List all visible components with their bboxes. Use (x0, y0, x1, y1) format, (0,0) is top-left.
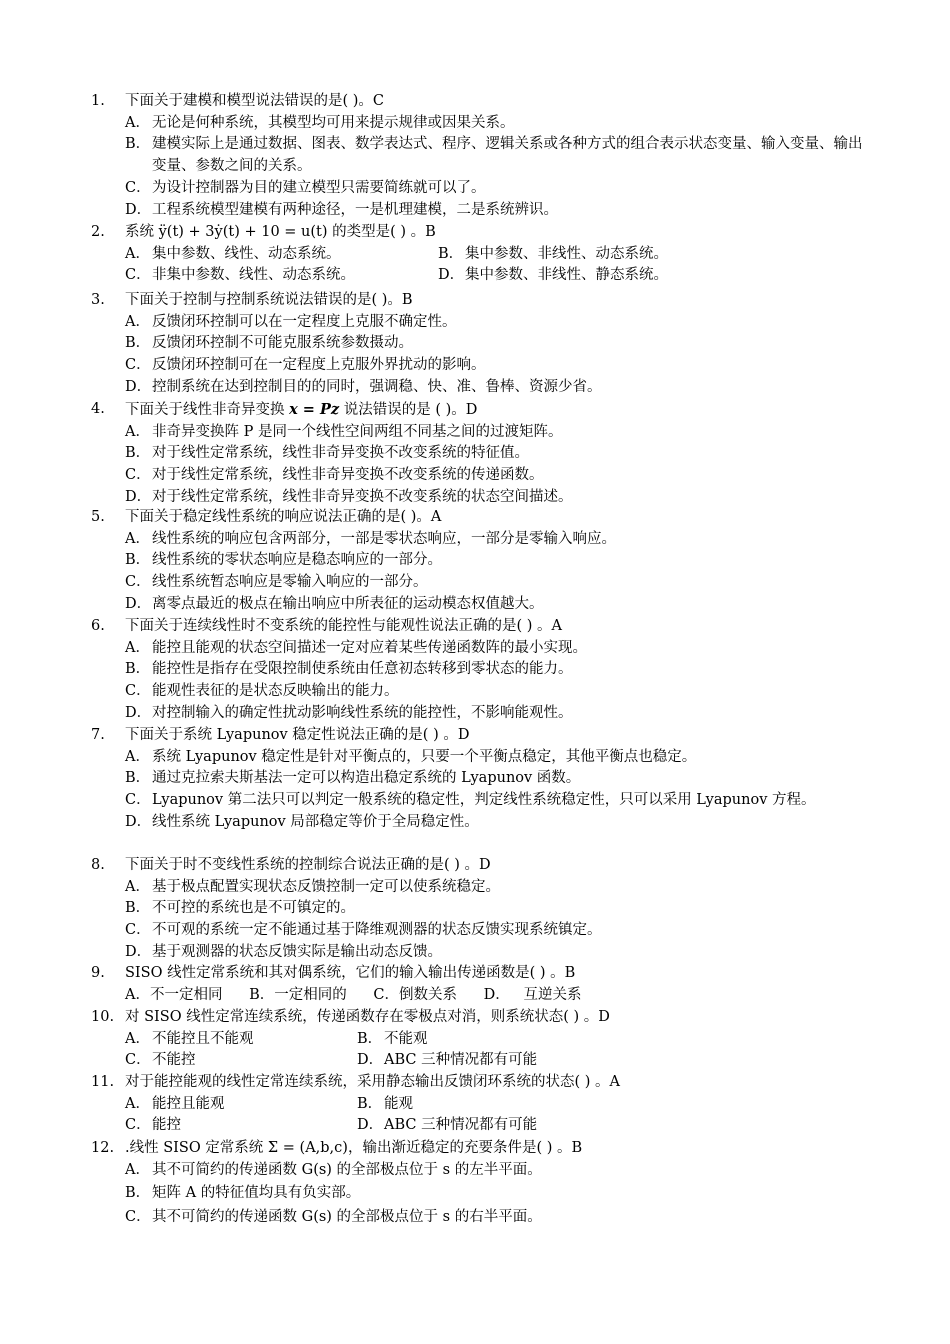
question-number: 6. (91, 618, 105, 634)
option-b: B． 集中参数、非线性、动态系统。 (438, 245, 668, 262)
option-a: A． 系统 Lyapunov 稳定性是针对平衡点的，只要一个平衡点稳定，其他平衡点也稳定。 (125, 748, 697, 765)
options-row-2 (125, 265, 870, 287)
question-stem: SISO 线性定常系统和其对偶系统，它们的输入输出传递函数是( ) 。B (125, 965, 576, 981)
option-b: B． 矩阵 A 的特征值均具有负实部。 (125, 1185, 361, 1202)
option-a: A． 无论是何种系统，其模型均可用来提示规律或因果关系。 (125, 114, 515, 131)
option-a: A． 其不可简约的传递函数 G(s) 的全部极点位于 s 的左半平面。 (125, 1161, 542, 1178)
question-2 (0, 222, 950, 287)
question-number: 2. (91, 224, 105, 240)
option-c: C． 对于线性定常系统，线性非奇异变换不改变系统的传递函数。 (125, 467, 544, 484)
option-c: C． 其不可简约的传递函数 G(s) 的全部极点位于 s 的右半平面。 (125, 1209, 542, 1226)
option-c: C． 能观性表征的是状态反映输出的能力。 (125, 683, 399, 700)
question-stem: 系统 ÿ(t) + 3ẏ(t) + 10 = u(t) 的类型是( ) 。B (125, 224, 436, 240)
options-inline (125, 985, 870, 1007)
options-row-2 (125, 1115, 870, 1137)
question-number: 3. (91, 292, 105, 308)
question-stem: 下面关于系统 Lyapunov 稳定性说法正确的是( ) 。D (125, 727, 470, 743)
question-4 (0, 399, 950, 509)
question-number: 5. (91, 509, 105, 525)
question-number: 9. (91, 965, 105, 981)
option-c: C． 为设计控制器为目的建立模型只需要简练就可以了。 (125, 179, 486, 196)
option-d: D． 对于线性定常系统，线性非奇异变换不改变系统的状态空间描述。 (125, 488, 573, 505)
option-c: C． 反馈闭环控制可在一定程度上克服外界扰动的影响。 (125, 357, 486, 374)
question-number: 4. (91, 401, 105, 417)
option-b: B． 建模实际上是通过数据、图表、数学表达式、程序、逻辑关系或各种方式的组合表示状态变量、输入变量、输出变量、参数之间的关系。 (125, 136, 863, 175)
question-8 (0, 855, 950, 964)
option-d: D． 基于观测器的状态反馈实际是输出动态反馈。 (125, 943, 442, 960)
question-number: 1. (91, 93, 105, 109)
option-b: B． 不能观 (357, 1030, 428, 1047)
question-stem: 下面关于控制与控制系统说法错误的是( )。B (125, 292, 413, 308)
option-b: B． 反馈闭环控制不可能克服系统参数摄动。 (125, 335, 413, 352)
question-10 (0, 1007, 950, 1072)
option-a: A．不一定相同 (125, 986, 223, 1003)
option-d: D． 控制系统在达到控制目的的同时，强调稳、快、准、鲁棒、资源少省。 (125, 378, 602, 395)
option-a: A． 不能控且不能观 (125, 1030, 254, 1047)
question-stem: 对于能控能观的线性定常连续系统，采用静态输出反馈闭环系统的状态( ) 。A (125, 1074, 621, 1090)
question-5 (0, 507, 950, 616)
question-1 (0, 91, 950, 221)
option-c: C． 线性系统暂态响应是零输入响应的一部分。 (125, 574, 428, 591)
option-d: D． 离零点最近的极点在输出响应中所表征的运动模态权值越大。 (125, 595, 544, 612)
options-row-1 (125, 244, 870, 266)
question-stem: 下面关于线性非奇异变换 x = Pz 说法错误的是 ( )。D (125, 401, 478, 418)
option-a: A． 非奇异变换阵 P 是同一个线性空间两组不同基之间的过渡矩阵。 (125, 423, 563, 440)
math-expression: x = Pz (289, 401, 340, 418)
question-3 (0, 290, 950, 399)
option-d: D． 互逆关系 (483, 986, 582, 1003)
option-c: C． 不能控 (125, 1052, 196, 1069)
option-c: C． Lyapunov 第二法只可以判定一般系统的稳定性，判定线性系统稳定性，只可以采用 Lyapunov 方程。 (125, 792, 816, 809)
option-b: B．一定相同的 (249, 986, 347, 1003)
option-d: D． 集中参数、非线性、静态系统。 (438, 267, 668, 284)
question-7 (0, 725, 950, 834)
option-b: B． 不可控的系统也是不可镇定的。 (125, 900, 355, 917)
question-stem: 下面关于时不变线性系统的控制综合说法正确的是( ) 。D (125, 857, 491, 873)
option-a: A． 线性系统的响应包含两部分，一部是零状态响应，一部分是零输入响应。 (125, 530, 616, 547)
option-a: A． 能控且能观的状态空间描述一定对应着某些传递函数阵的最小实现。 (125, 639, 587, 656)
question-stem: 下面关于建模和模型说法错误的是( )。C (125, 93, 385, 109)
question-number: 7. (91, 727, 105, 743)
question-9 (0, 963, 950, 1006)
question-stem: .线性 SISO 定常系统 Σ = (A,b,c)，输出渐近稳定的充要条件是( ) 。B (125, 1140, 583, 1156)
option-d: D． 线性系统 Lyapunov 局部稳定等价于全局稳定性。 (125, 813, 479, 830)
option-d: D． 工程系统模型建模有两种途径，一是机理建模，二是系统辨识。 (125, 201, 558, 218)
option-d: D． 对控制输入的确定性扰动影响线性系统的能控性，不影响能观性。 (125, 704, 573, 721)
options-row-2 (125, 1050, 870, 1072)
option-c: C． 非集中参数、线性、动态系统。 (125, 267, 355, 284)
option-a: A． 集中参数、线性、动态系统。 (125, 245, 341, 262)
option-b: B． 通过克拉索夫斯基法一定可以构造出稳定系统的 Lyapunov 函数。 (125, 770, 581, 787)
option-b: B． 能观 (357, 1095, 413, 1112)
options-row-1 (125, 1094, 870, 1116)
question-number: 10. (91, 1009, 115, 1025)
question-stem: 下面关于稳定线性系统的响应说法正确的是( )。A (125, 509, 442, 525)
option-a: A． 基于极点配置实现状态反馈控制一定可以使系统稳定。 (125, 878, 500, 895)
option-c: C．倒数关系 (373, 986, 457, 1003)
option-b: B． 线性系统的零状态响应是稳态响应的一部分。 (125, 552, 442, 569)
option-a: A． 反馈闭环控制可以在一定程度上克服不确定性。 (125, 313, 457, 330)
question-number: 12. (91, 1140, 115, 1156)
option-b: B． 能控性是指存在受限控制使系统由任意初态转移到零状态的能力。 (125, 661, 573, 678)
option-b: B． 对于线性定常系统，线性非奇异变换不改变系统的特征值。 (125, 445, 529, 462)
options-row-1 (125, 1029, 870, 1051)
question-12 (0, 1138, 950, 1229)
option-d: D． ABC 三种情况都有可能 (357, 1052, 538, 1069)
question-stem: 下面关于连续线性时不变系统的能控性与能观性说法正确的是( ) 。A (125, 618, 563, 634)
question-number: 8. (91, 857, 105, 873)
question-stem: 对 SISO 线性定常连续系统，传递函数存在零极点对消，则系统状态( ) 。D (125, 1009, 610, 1025)
option-c: C． 能控 (125, 1117, 181, 1134)
question-number: 11. (91, 1074, 115, 1090)
option-d: D． ABC 三种情况都有可能 (357, 1117, 538, 1134)
question-6 (0, 616, 950, 725)
question-11 (0, 1072, 950, 1137)
option-c: C． 不可观的系统一定不能通过基于降维观测器的状态反馈实现系统镇定。 (125, 922, 602, 939)
option-a: A． 能控且能观 (125, 1095, 225, 1112)
